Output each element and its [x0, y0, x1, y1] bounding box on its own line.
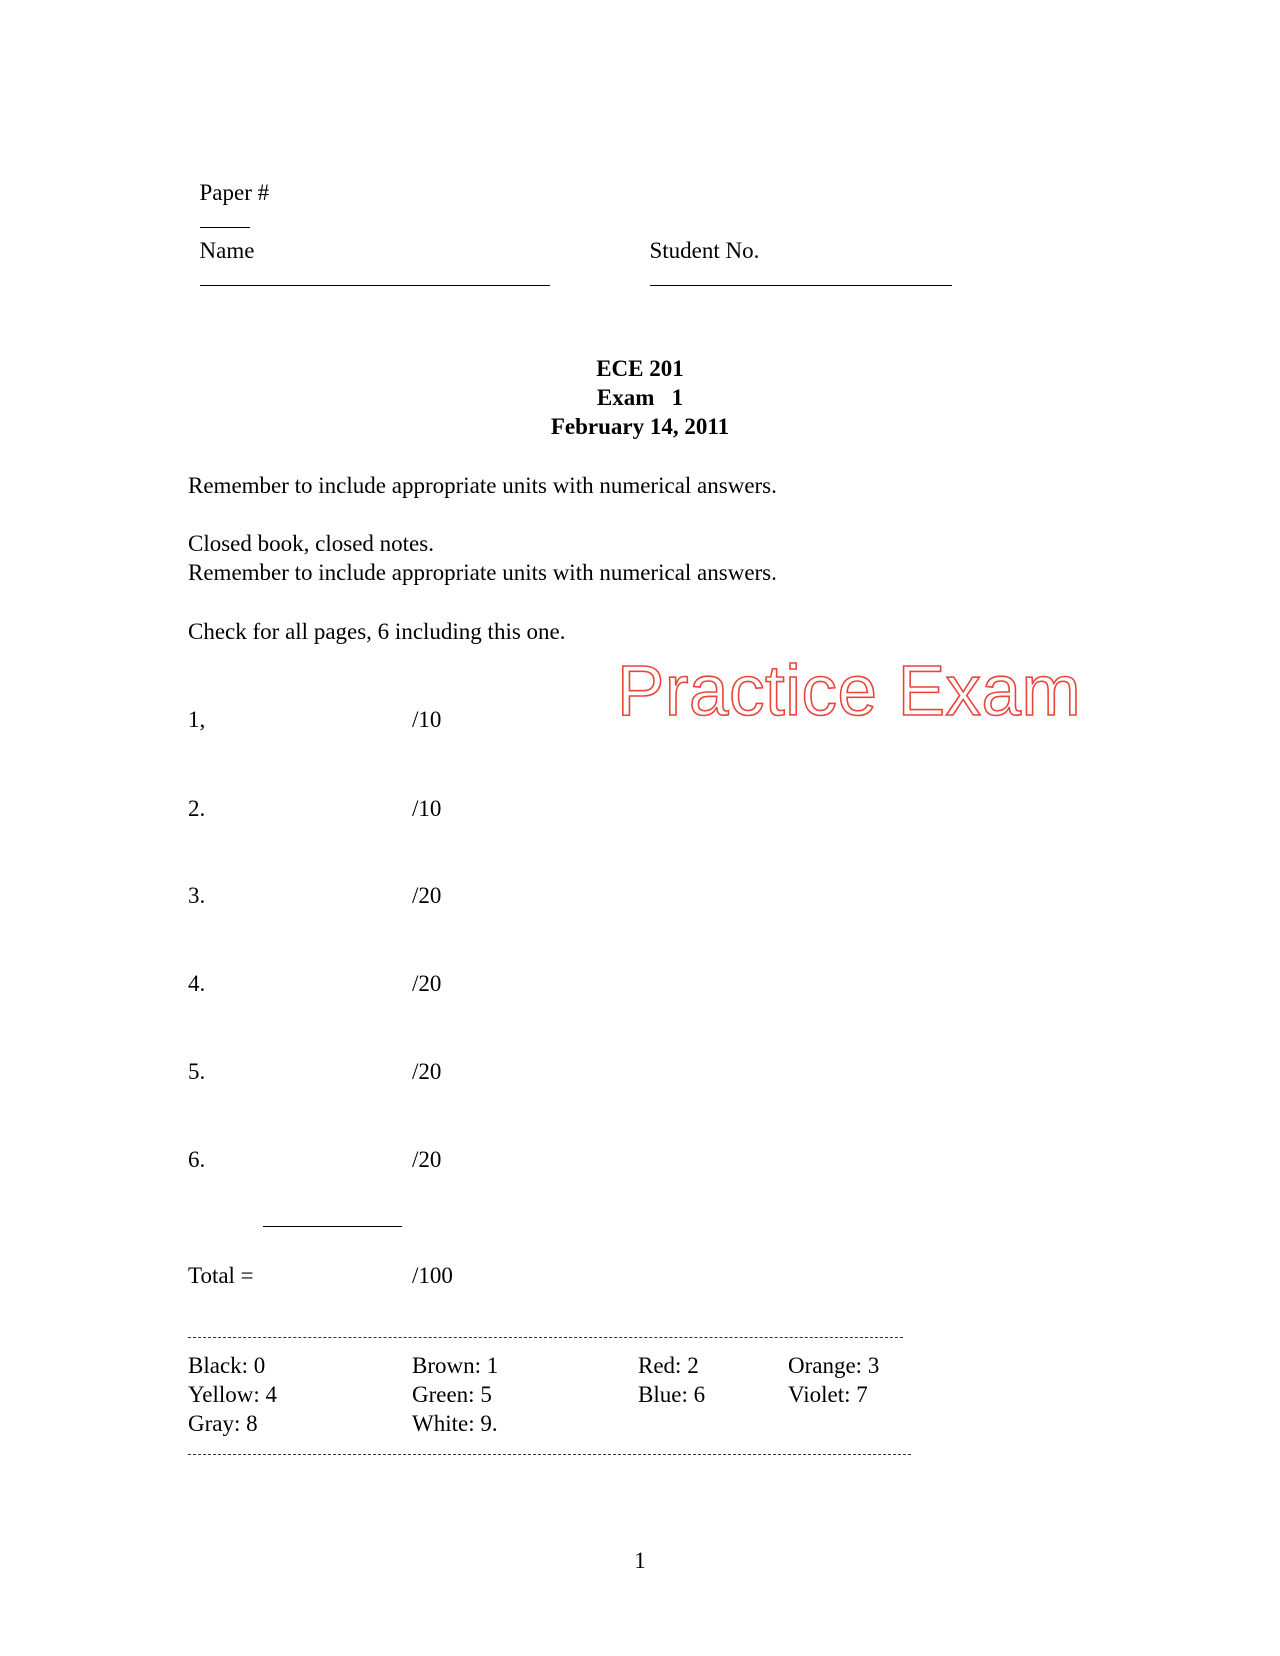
color-code: Green: 5 [412, 1382, 492, 1407]
score-row-label: 2. [188, 796, 206, 821]
color-code: Black: 0 [188, 1353, 266, 1378]
color-code: Red: 2 [638, 1353, 699, 1378]
name-label: Name [199, 238, 255, 263]
color-code: Gray: 8 [188, 1411, 258, 1436]
color-code: White: 9. [412, 1411, 498, 1436]
student-number-blank [650, 265, 952, 286]
total-label: Total = [188, 1263, 254, 1288]
color-code: Yellow: 4 [188, 1382, 278, 1407]
instruction-line: Remember to include appropriate units with numerical answers. [188, 473, 777, 498]
score-row-points: /10 [412, 707, 442, 732]
paper-number-label: Paper # [199, 180, 270, 205]
score-row-label: 3. [188, 883, 206, 908]
total-points: /100 [412, 1263, 453, 1288]
score-row-label: 6. [188, 1147, 206, 1172]
page-number: 1 [634, 1548, 646, 1573]
exam-date: February 14, 2011 [550, 414, 730, 439]
score-row-points: /20 [412, 971, 442, 996]
score-row-label: 1, [188, 707, 206, 732]
exam-title: Exam 1 [596, 385, 684, 410]
color-code: Brown: 1 [412, 1353, 499, 1378]
score-row-points: /20 [412, 1059, 442, 1084]
instruction-line: Closed book, closed notes. [188, 531, 434, 556]
instruction-line: Remember to include appropriate units with numerical answers. [188, 560, 777, 585]
dashed-divider-bottom [188, 1454, 911, 1455]
dashed-divider-top [188, 1337, 903, 1338]
student-number-field [638, 209, 952, 293]
score-row-points: /20 [412, 1147, 442, 1172]
instruction-line: Check for all pages, 6 including this one. [188, 619, 566, 644]
color-code: Orange: 3 [788, 1353, 880, 1378]
color-code: Violet: 7 [788, 1382, 868, 1407]
course-title: ECE 201 [596, 356, 684, 381]
score-row-points: /20 [412, 883, 442, 908]
total-separator-line [263, 1226, 402, 1227]
name-blank [200, 265, 550, 286]
name-field [188, 209, 550, 293]
color-code: Blue: 6 [638, 1382, 706, 1407]
student-number-label: Student No. [649, 238, 760, 263]
practice-exam-watermark: Practice Exam [617, 652, 1082, 731]
score-row-label: 4. [188, 971, 206, 996]
score-row-label: 5. [188, 1059, 206, 1084]
score-row-points: /10 [412, 796, 442, 821]
